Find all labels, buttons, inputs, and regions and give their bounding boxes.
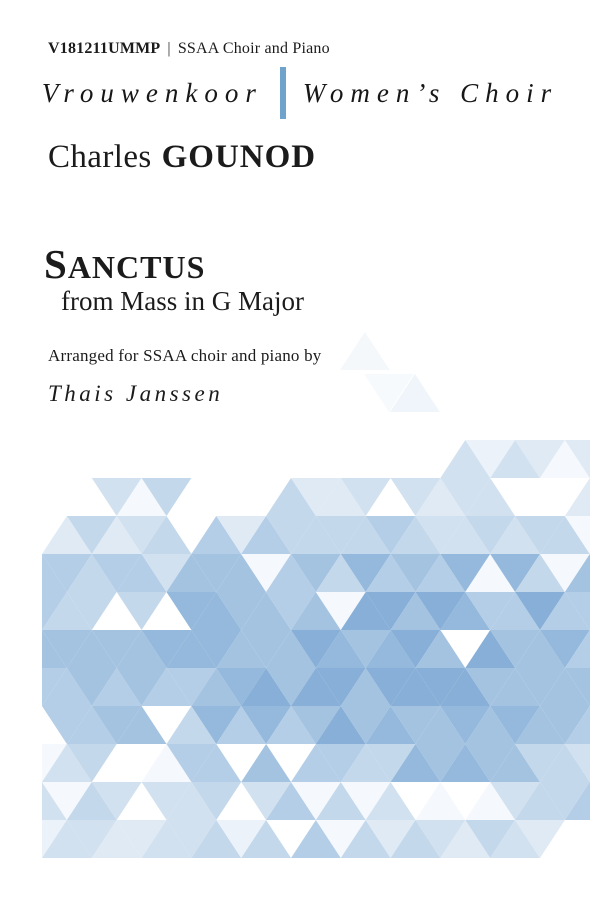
composer-last-name: GOUNOD [161,139,317,175]
triangle-mosaic-pattern [42,330,590,858]
divider-bar [280,67,286,119]
composer-first-name: Charles [48,139,152,175]
arrangement-note: Arranged for SSAA choir and piano by [48,346,322,365]
catalog-line [48,40,330,58]
choir-banner [0,67,600,119]
choir-name-dutch: Vrouwenkoor [41,77,263,108]
title-rest: ANCTUS [67,249,206,285]
triangle-mosaic-svg [42,330,590,858]
choir-name-english: Women’s Choir [302,77,559,108]
edition-label: SSAA Choir and Piano [177,40,330,57]
composer-name [48,139,316,176]
catalog-separator: | [167,40,171,57]
title-initial: S [44,241,68,287]
arranger-name: Thais Janssen [48,381,224,406]
piece-title [44,240,205,288]
catalog-number: V181211UMMP [48,40,161,57]
piece-subtitle: from Mass in G Major [61,286,304,316]
